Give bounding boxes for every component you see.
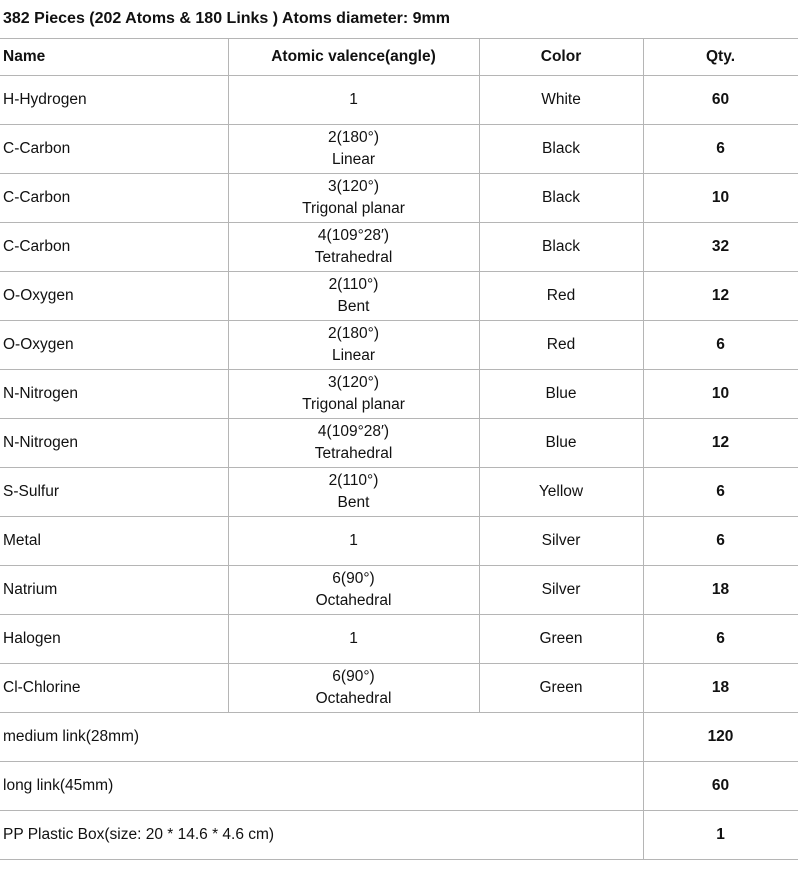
table-row [0,811,798,860]
atom-qty: 12 [643,419,798,468]
extra-name: medium link(28mm) [0,713,643,762]
atom-color: Black [479,125,643,174]
atom-qty: 60 [643,76,798,125]
atom-name: N-Nitrogen [0,419,228,468]
atom-name: S-Sulfur [0,468,228,517]
table-row [0,762,798,811]
title-row [0,0,798,39]
atom-qty: 32 [643,223,798,272]
header-valence: Atomic valence(angle) [228,39,479,76]
atom-name: Halogen [0,615,228,664]
atom-geometry: Trigonal planar [302,200,405,217]
table-row [0,664,798,713]
atom-name: C-Carbon [0,223,228,272]
atom-valence: 3(120°) [327,374,379,391]
atom-geometry: Octahedral [315,592,392,609]
atom-color: Blue [479,419,643,468]
atom-geometry: Linear [331,347,376,364]
table-row [0,125,798,174]
atom-name: Metal [0,517,228,566]
atom-qty: 10 [643,370,798,419]
atom-valence-cell [228,517,479,566]
atom-valence-cell [228,223,479,272]
header-name: Name [0,39,228,76]
atom-name: O-Oxygen [0,272,228,321]
atom-geometry: Linear [331,151,376,168]
atom-valence-cell [228,615,479,664]
table-row [0,517,798,566]
atom-valence-cell [228,566,479,615]
atom-color: Silver [479,566,643,615]
table-row [0,566,798,615]
atom-qty: 10 [643,174,798,223]
atom-valence-cell [228,272,479,321]
atom-name: N-Nitrogen [0,370,228,419]
extra-name: PP Plastic Box(size: 20 * 14.6 * 4.6 cm) [0,811,643,860]
atom-qty: 6 [643,468,798,517]
table-row [0,272,798,321]
atom-qty: 18 [643,566,798,615]
extra-qty: 60 [643,762,798,811]
atom-valence-cell [228,664,479,713]
extra-qty: 120 [643,713,798,762]
header-qty: Qty. [643,39,798,76]
table-row [0,468,798,517]
atom-geometry: Bent [337,494,370,511]
extra-qty: 1 [643,811,798,860]
atom-qty: 6 [643,125,798,174]
extra-name: long link(45mm) [0,762,643,811]
atom-valence: 4(109°28′) [317,227,390,244]
atom-valence: 2(110°) [328,472,379,489]
table-row [0,223,798,272]
table-row [0,419,798,468]
atom-geometry: Octahedral [315,690,392,707]
atom-qty: 18 [643,664,798,713]
table-row [0,321,798,370]
atom-geometry: Bent [337,298,370,315]
header-row [0,39,798,76]
atom-valence: 1 [349,532,358,549]
atom-name: C-Carbon [0,174,228,223]
atom-color: Green [479,664,643,713]
atom-valence: 4(109°28′) [317,423,390,440]
atom-geometry: Trigonal planar [302,396,405,413]
atom-geometry: Tetrahedral [314,249,393,266]
atom-color: Black [479,223,643,272]
atom-qty: 6 [643,321,798,370]
atom-valence: 1 [349,630,358,647]
atom-valence: 3(120°) [327,178,379,195]
atom-color: Red [479,272,643,321]
table-row [0,76,798,125]
atom-color: Green [479,615,643,664]
atom-geometry: Tetrahedral [314,445,393,462]
atom-valence: 6(90°) [332,668,375,685]
atom-valence: 2(180°) [327,129,379,146]
atom-valence-cell [228,370,479,419]
atom-name: H-Hydrogen [0,76,228,125]
atom-valence: 6(90°) [332,570,375,587]
header-color: Color [479,39,643,76]
atom-valence: 2(180°) [327,325,379,342]
atom-valence-cell [228,468,479,517]
table-row [0,370,798,419]
table-row [0,713,798,762]
atom-valence-cell [228,125,479,174]
atom-name: O-Oxygen [0,321,228,370]
atom-valence: 2(110°) [328,276,379,293]
atom-valence: 1 [349,91,358,108]
atom-valence-cell [228,76,479,125]
atom-qty: 6 [643,615,798,664]
table-row [0,174,798,223]
atom-valence-cell [228,419,479,468]
table-title: 382 Pieces (202 Atoms & 180 Links ) Atoms diameter: 9mm [0,0,798,39]
table-row [0,615,798,664]
atom-color: Blue [479,370,643,419]
atom-color: Yellow [479,468,643,517]
atom-color: White [479,76,643,125]
atom-color: Black [479,174,643,223]
atom-valence-cell [228,321,479,370]
atom-valence-cell [228,174,479,223]
atom-name: C-Carbon [0,125,228,174]
atom-color: Red [479,321,643,370]
atom-name: Natrium [0,566,228,615]
atom-qty: 6 [643,517,798,566]
atom-name: Cl-Chlorine [0,664,228,713]
atom-qty: 12 [643,272,798,321]
atom-color: Silver [479,517,643,566]
